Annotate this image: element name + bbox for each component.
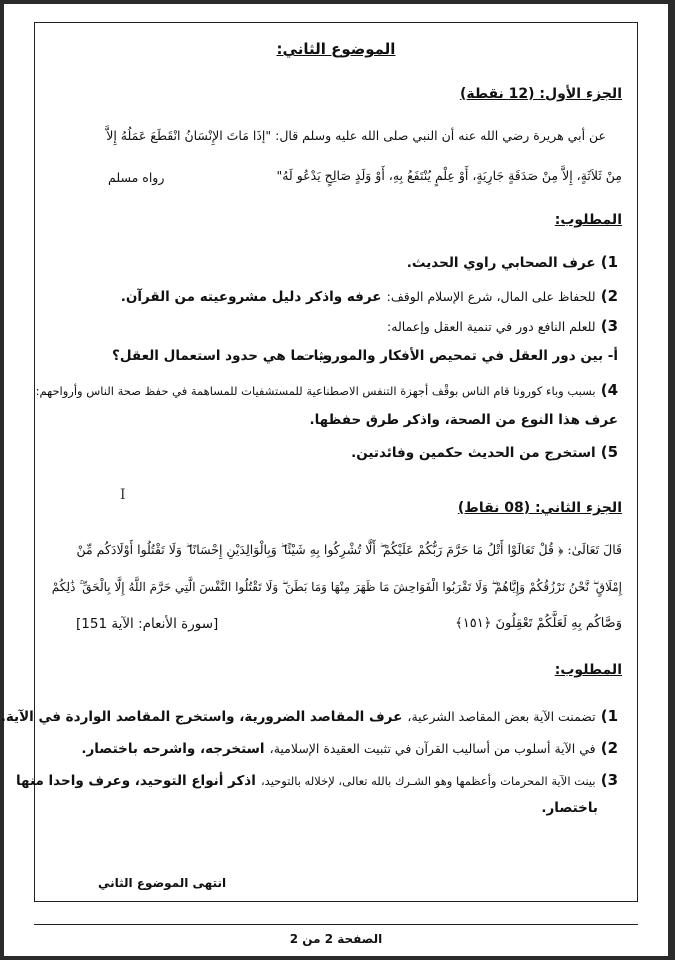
question-intro: تضمنت الآية بعض المقاصد الشرعية،: [407, 709, 596, 724]
question-text: عرف الصحابي راوي الحديث.: [406, 255, 596, 271]
p2-question-3: [16, 770, 618, 789]
page-number: الصفحة 2 من 2: [289, 932, 383, 946]
verse-line-3: وَصَّاكُم بِهِ لَعَلَّكُمْ تَعْقِلُونَ ﴿١٥١﴾: [455, 616, 622, 631]
hadith-line-1: عن أبي هريرة رضي الله عنه أن النبي صلى الله عليه وسلم قال: "إذَا مَاتَ الإِنْسَانُ انْقَطَعَ عَمَلُهُ إِلاَّ: [106, 128, 606, 143]
p2-question-2: [81, 738, 618, 757]
part1-required-label: المطلوب:: [554, 212, 622, 228]
text-cursor-icon: I: [120, 487, 126, 503]
p1-question-3b: ب- ما هي حدود استعمال العقل؟: [112, 348, 328, 364]
question-text: استخرج من الحديث حكمين وفائدتين.: [351, 445, 596, 461]
question-intro: بسبب وباء كورونا قام الناس بوقْف أجهزة التنفس الاصطناعية للمستشفيات للمساهمة في حفظ صحة الناس وأرواحهم:: [35, 384, 596, 398]
question-task: استخرجه، واشرحه باختصار.: [81, 741, 265, 757]
p1-question-4: [36, 380, 618, 399]
question-task: اذكر أنواع التوحيد، وعرف واحدا منها: [15, 773, 256, 789]
p2-question-3-cont: باختصار.: [541, 800, 598, 816]
question-number: 2): [600, 739, 618, 757]
part2-heading: الجزء الثاني: (08 نقاط): [457, 500, 622, 516]
question-number: 4): [600, 381, 618, 399]
part1-heading: الجزء الأول: (12 نقطة): [459, 86, 622, 102]
question-number: 1): [600, 253, 618, 271]
verse-line-2: إِمْلَاقٍ ۖ نَّحْنُ نَرْزُقُكُمْ وَإِيَّاهُمْ ۖ وَلَا تَقْرَبُوا الْفَوَاحِشَ مَا ظَهَرَ مِنْهَا وَمَا بَطَنَ ۖ وَلَا تَقْتُلُوا النَّفْسَ الَّتِي حَرَّمَ اللَّهُ إِلَّا بِالْحَقِّ ۚ ذَٰلِكُمْ: [51, 580, 622, 594]
question-number: 2): [600, 287, 618, 305]
question-number: 3): [600, 771, 618, 789]
document-page: [0, 4, 668, 956]
p1-question-3: [387, 316, 618, 335]
part2-required-label: المطلوب:: [554, 662, 622, 678]
verse-line-1: قَالَ تَعَالَىٰ: ﴿ قُلْ تَعَالَوْا أَتْلُ مَا حَرَّمَ رَبُّكُمْ عَلَيْكُمْ ۖ أَلَّا تُشْرِكُوا بِهِ شَيْئًا ۖ وَبِالْوَالِدَيْنِ إِحْسَانًا ۖ وَلَا تَقْتُلُوا أَوْلَادَكُم مِّنْ: [76, 542, 622, 557]
question-number: 5): [600, 443, 618, 461]
p1-question-5: [351, 442, 618, 461]
question-intro: للحفاظ على المال، شرع الإسلام الوقف:: [386, 289, 596, 304]
p2-question-1: [1, 706, 618, 725]
p1-question-4-task: عرف هذا النوع من الصحة، واذكر طرق حفظها.: [309, 412, 618, 428]
question-task: عرفه واذكر دليل مشروعيته من القرآن.: [120, 289, 382, 305]
question-intro: في الآية أسلوب من أساليب القرآن في تثبيت العقيدة الإسلامية،: [269, 741, 596, 756]
hadith-line-2: مِنْ ثَلاَثَةٍ، إِلاَّ مِنْ صَدَقَةٍ جَارِيَةٍ، أَوْ عِلْمٍ يُنْتَفَعُ بِهِ، أَوْ وَلَدٍ صَالِحٍ يَدْعُو لَهُ": [276, 168, 622, 183]
narrator: رواه مسلم: [108, 170, 165, 185]
question-number: 3): [600, 317, 618, 335]
end-note: انتهى الموضوع الثاني: [98, 876, 227, 890]
question-intro: بينت الآية المحرمات وأعظمها وهو الشـرك بالله تعالى، لإخلاله بالتوحيد،: [260, 774, 596, 788]
question-intro: للعلم النافع دور في تنمية العقل وإعماله:: [387, 319, 596, 334]
question-number: 1): [600, 707, 618, 725]
footer-divider: [34, 924, 638, 925]
p1-question-2: [121, 286, 618, 305]
question-task: عرف المقاصد الضرورية، واستخرج المقاصد الواردة في الآية.: [0, 709, 403, 725]
p1-question-1: [407, 252, 618, 271]
page-title: الموضوع الثاني:: [276, 40, 396, 58]
verse-citation: [سورة الأنعام: الآية 151]: [76, 616, 219, 632]
p1-question-3a: أ- بين دور العقل في تمحيص الأفكار والموروثات: [300, 348, 618, 364]
